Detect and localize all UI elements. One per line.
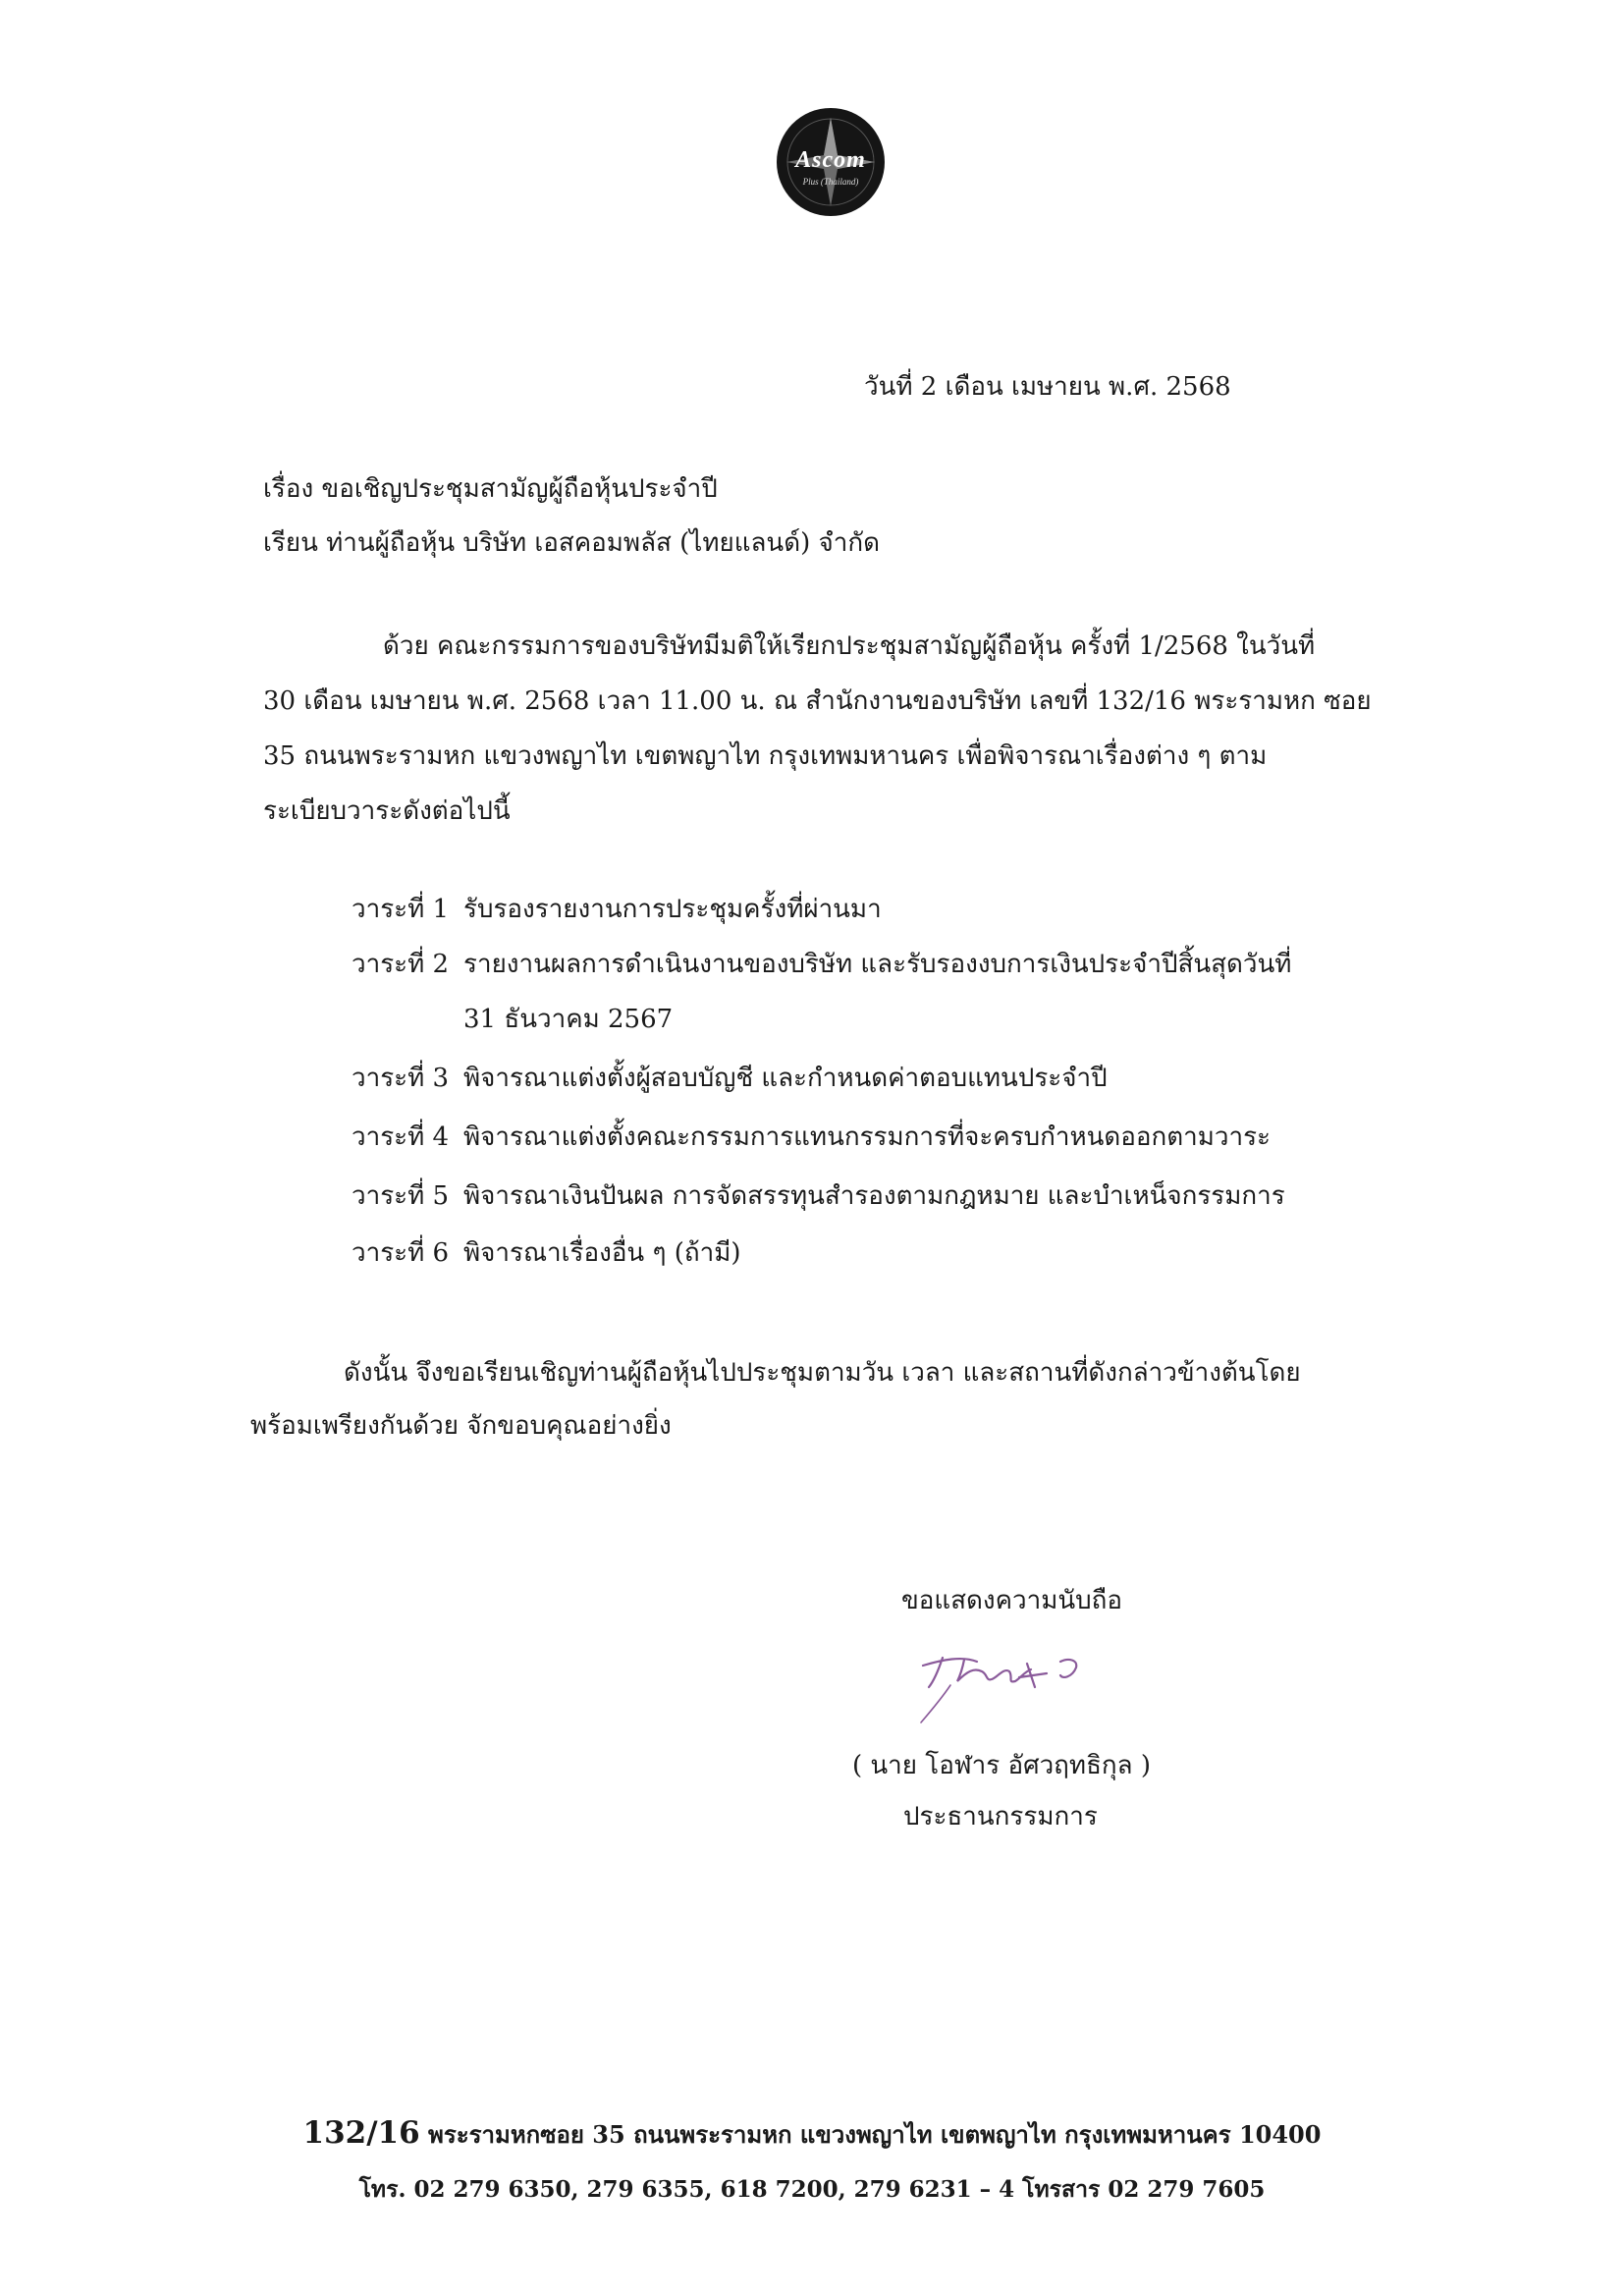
footer-address-number: 132/16 [302, 2115, 420, 2151]
intro-line: 35 ถนนพระรามหก แขวงพญาไท เขตพญาไท กรุงเทพมหานคร เพื่อพิจารณาเรื่องต่าง ๆ ตาม [263, 741, 1268, 771]
conclusion-line: พร้อมเพรียงกันด้วย จักขอบคุณอย่างยิ่ง [250, 1411, 672, 1441]
intro-line: 30 เดือน เมษายน พ.ศ. 2568 เวลา 11.00 น. ณ สำนักงานของบริษัท เลขที่ 132/16 พระรามหก ซอย [263, 686, 1372, 716]
agenda-text: พิจารณาเรื่องอื่น ๆ (ถ้ามี) [463, 1238, 741, 1268]
agenda-number: วาระที่ 3 [352, 1064, 450, 1093]
agenda-text-continued: 31 ธันวาคม 2567 [463, 1005, 674, 1034]
agenda-text: พิจารณาแต่งตั้งคณะกรรมการแทนกรรมการที่จะครบกำหนดออกตามวาระ [463, 1122, 1272, 1152]
letter-addressee: เรียน ท่านผู้ถือหุ้น บริษัท เอสคอมพลัส (ไทยแลนด์) จำกัด [263, 528, 880, 558]
agenda-number: วาระที่ 2 [352, 950, 450, 979]
footer-address-text: พระรามหกซอย 35 ถนนพระรามหก แขวงพญาไท เขตพญาไท กรุงเทพมหานคร 10400 [428, 2120, 1322, 2149]
signer-name: ( นาย โอฬาร อัศวฤทธิกุล ) [852, 1751, 1152, 1780]
conclusion-line: ดังนั้น จึงขอเรียนเชิญท่านผู้ถือหุ้นไปประชุมตามวัน เวลา และสถานที่ดังกล่าวข้างต้นโดย [344, 1358, 1301, 1388]
logo-subtext: Plus (Thailand) [802, 177, 859, 187]
agenda-number: วาระที่ 4 [352, 1122, 450, 1152]
signer-position: ประธานกรรมการ [903, 1802, 1098, 1831]
footer-address [0, 2113, 1624, 2155]
agenda-number: วาระที่ 1 [352, 895, 450, 924]
footer-phone: โทร. 02 279 6350, 279 6355, 618 7200, 279 6231 – 4 โทรสาร 02 279 7605 [358, 2176, 1266, 2203]
intro-line: ระเบียบวาระดังต่อไปนี้ [263, 796, 511, 826]
agenda-text: รับรองรายงานการประชุมครั้งที่ผ่านมา [463, 895, 882, 924]
signature [903, 1638, 1139, 1726]
agenda-text: พิจารณาเงินปันผล การจัดสรรทุนสำรองตามกฎหมาย และบำเหน็จกรรมการ [463, 1181, 1285, 1211]
letter-date: วันที่ 2 เดือน เมษายน พ.ศ. 2568 [864, 372, 1231, 402]
agenda-text: รายงานผลการดำเนินงานของบริษัท และรับรองงบการเงินประจำปีสิ้นสุดวันที่ [463, 950, 1292, 979]
agenda-text: พิจารณาแต่งตั้งผู้สอบบัญชี และกำหนดค่าตอบแทนประจำปี [463, 1064, 1108, 1093]
agenda-number: วาระที่ 6 [352, 1238, 450, 1268]
intro-line: ด้วย คณะกรรมการของบริษัทมีมติให้เรียกประชุมสามัญผู้ถือหุ้น ครั้งที่ 1/2568 ในวันที่ [383, 631, 1316, 661]
logo-text: Ascom [795, 147, 866, 173]
letter-subject: เรื่อง ขอเชิญประชุมสามัญผู้ถือหุ้นประจำปี [263, 474, 718, 504]
agenda-number: วาระที่ 5 [352, 1181, 450, 1211]
closing-phrase: ขอแสดงความนับถือ [901, 1586, 1122, 1615]
company-logo [777, 108, 885, 216]
